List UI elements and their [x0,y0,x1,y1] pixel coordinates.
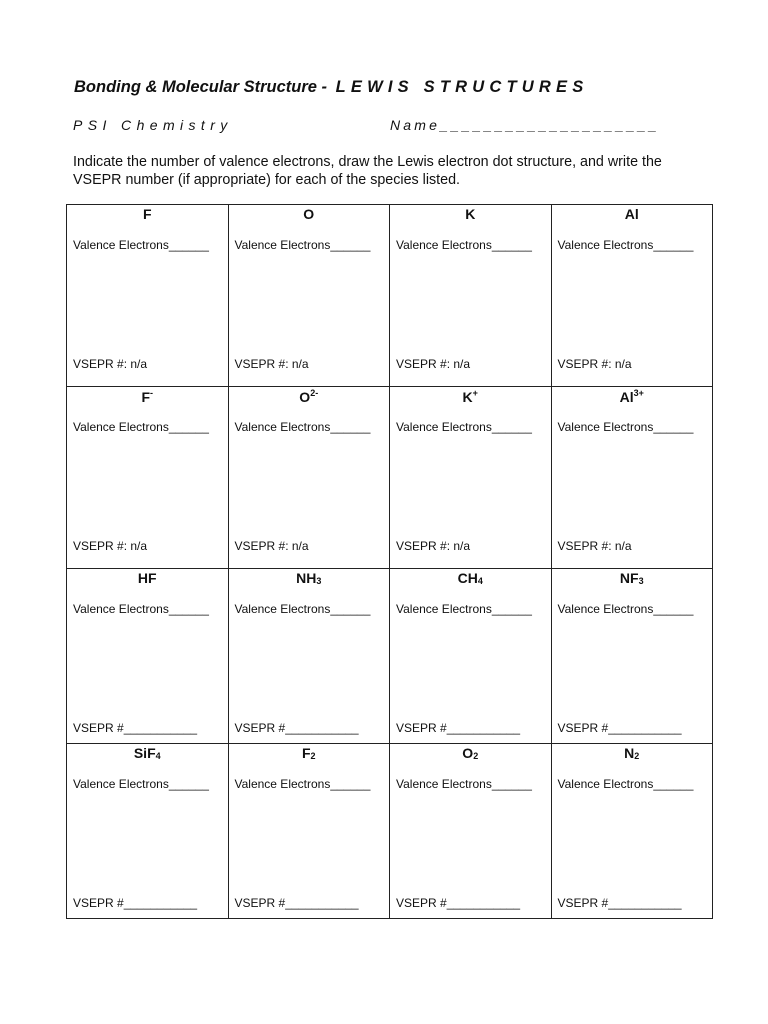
formula-base: NH [296,570,317,586]
formula-base: N [624,745,635,761]
valence-electrons-label: Valence Electrons______ [73,238,209,252]
formula-subscript: 2 [473,751,479,761]
species-cell[interactable] [552,744,714,919]
species-cell[interactable] [390,744,552,919]
instructions-text: Indicate the number of valence electrons, draw the Lewis electron dot structure, and write the VSEPR number (if appropriate) for each of the species listed. [73,154,662,188]
formula-base: F [141,389,151,405]
formula-base: O [303,206,315,222]
valence-electrons-label: Valence Electrons______ [396,602,532,616]
formula-base: K [462,389,473,405]
vsepr-label: VSEPR #___________ [396,896,521,910]
formula-base: NF [619,570,639,586]
formula-charge: - [150,388,154,398]
species-cell[interactable] [67,569,229,744]
valence-electrons-label: Valence Electrons______ [396,420,532,434]
vsepr-label: VSEPR #___________ [234,721,359,735]
valence-electrons-label: Valence Electrons______ [396,238,532,252]
species-formula [552,388,713,405]
species-formula [552,206,713,222]
vsepr-label: VSEPR #: n/a [73,357,148,371]
formula-base: Al [619,389,634,405]
formula-base: Al [624,206,639,222]
valence-electrons-label: Valence Electrons______ [557,602,694,616]
vsepr-label: VSEPR #___________ [234,896,359,910]
vsepr-label: VSEPR #: n/a [396,357,471,371]
species-cell[interactable] [552,569,714,744]
vsepr-label: VSEPR #: n/a [396,539,471,553]
species-cell[interactable] [229,569,391,744]
species-cell[interactable] [552,387,714,569]
vsepr-label: VSEPR #: n/a [234,539,309,553]
species-formula [67,388,228,405]
species-formula [229,570,390,586]
vsepr-label: VSEPR #___________ [557,721,682,735]
valence-electrons-label: Valence Electrons______ [234,238,371,252]
vsepr-label: VSEPR #: n/a [557,357,632,371]
formula-subscript: 3 [316,576,322,586]
species-formula [229,388,390,405]
valence-electrons-label: Valence Electrons______ [234,602,371,616]
species-cell[interactable] [552,205,714,387]
valence-electrons-label: Valence Electrons______ [396,777,532,791]
valence-electrons-label: Valence Electrons______ [73,602,209,616]
vsepr-label: VSEPR #___________ [557,896,682,910]
vsepr-label: VSEPR #___________ [396,721,521,735]
species-formula [390,745,551,761]
title-spaced: LEWIS STRUCTURES [335,78,589,96]
formula-base: SiF [133,745,156,761]
valence-electrons-label: Valence Electrons______ [73,777,209,791]
species-cell[interactable] [67,744,229,919]
valence-electrons-label: Valence Electrons______ [557,238,694,252]
valence-electrons-label: Valence Electrons______ [73,420,209,434]
worksheet-title [74,78,588,97]
student-name-field[interactable]: Name____________________ [390,117,660,133]
species-cell[interactable] [229,205,391,387]
species-formula [67,570,228,586]
valence-electrons-label: Valence Electrons______ [557,420,694,434]
vsepr-label: VSEPR #___________ [73,721,198,735]
formula-subscript: 4 [477,576,483,586]
formula-base: K [465,206,476,222]
formula-charge: 2- [310,388,319,398]
valence-electrons-label: Valence Electrons______ [234,777,371,791]
species-formula [67,206,228,222]
species-cell[interactable] [390,569,552,744]
species-formula [229,745,390,761]
valence-electrons-label: Valence Electrons______ [557,777,694,791]
formula-subscript: 4 [155,751,161,761]
formula-base: O [462,745,474,761]
formula-base: F [301,745,311,761]
vsepr-label: VSEPR #: n/a [73,539,148,553]
formula-base: O [299,389,311,405]
formula-subscript: 2 [634,751,640,761]
vsepr-label: VSEPR #___________ [73,896,198,910]
species-cell[interactable] [229,387,391,569]
formula-subscript: 3 [638,576,644,586]
species-formula [552,745,713,761]
formula-base: CH [457,570,478,586]
valence-electrons-label: Valence Electrons______ [234,420,371,434]
species-formula [390,570,551,586]
species-formula [390,388,551,405]
vsepr-label: VSEPR #: n/a [557,539,632,553]
species-formula [552,570,713,586]
formula-base: F [142,206,152,222]
formula-charge: + [472,388,478,398]
species-formula [390,206,551,222]
species-cell[interactable] [67,205,229,387]
course-name: PSI Chemistry [73,117,233,133]
species-cell[interactable] [67,387,229,569]
species-grid [66,204,713,919]
species-cell[interactable] [229,744,391,919]
formula-base: HF [137,570,157,586]
formula-charge: 3+ [633,388,644,398]
vsepr-label: VSEPR #: n/a [234,357,309,371]
formula-subscript: 2 [310,751,316,761]
species-cell[interactable] [390,205,552,387]
species-cell[interactable] [390,387,552,569]
species-formula [67,745,228,761]
species-formula [229,206,390,222]
title-main: Bonding & Molecular Structure - [74,78,332,96]
